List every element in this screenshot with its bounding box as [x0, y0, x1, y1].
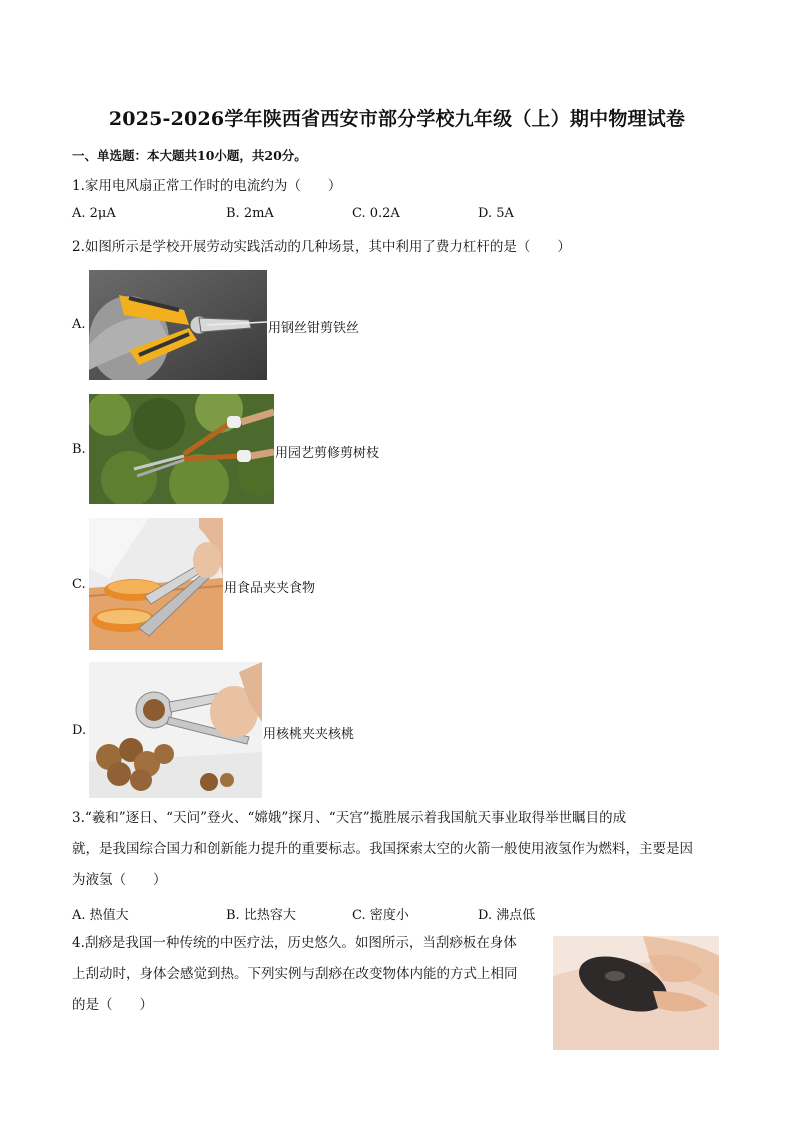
option-letter: D.	[72, 723, 87, 738]
exam-title: 2025-2026学年陕西省西安市部分学校九年级（上）期中物理试卷	[108, 108, 686, 130]
option-caption: 用食品夹夹食物	[224, 581, 316, 596]
question-1-options	[72, 206, 732, 226]
stem-line: 就，是我国综合国力和创新能力提升的重要标志。我国探索太空的火箭一般使用液氢作为燃料，主要是因	[72, 841, 693, 857]
question-2-stem: 2.如图所示是学校开展劳动实践活动的几种场景，其中利用了费力杠杆的是（ ）	[72, 239, 571, 255]
option-letter: B.	[72, 442, 86, 457]
option-d: D. 5A	[478, 206, 514, 221]
option-caption: 用核桃夹夹核桃	[263, 727, 355, 742]
question-3-options	[72, 904, 732, 924]
option-b: B. 2mA	[226, 206, 274, 221]
option-d: D. 沸点低	[478, 908, 536, 923]
question-2-option-c	[72, 518, 372, 650]
pliers-cutting-wire-photo	[89, 270, 267, 380]
garden-shears-trimming-photo	[89, 394, 274, 504]
option-letter: C.	[72, 577, 86, 592]
option-a: A. 热值大	[72, 908, 129, 923]
section-heading: 一、单选题：本大题共10小题，共20分。	[72, 148, 307, 163]
question-2-option-a	[72, 270, 392, 380]
question-1-stem: 1.家用电风扇正常工作时的电流约为（ ）	[72, 178, 342, 194]
question-4-stem	[72, 928, 518, 1021]
stem-line: 上刮动时，身体会感觉到热。下列实例与刮痧在改变物体内能的方式上相同	[72, 966, 518, 982]
walnut-cracker-photo	[89, 662, 262, 798]
stem-line: 的是（ ）	[72, 997, 153, 1013]
question-2-option-d	[72, 662, 392, 798]
stem-line: 4.刮痧是我国一种传统的中医疗法，历史悠久。如图所示，当刮痧板在身体	[72, 935, 517, 951]
option-a: A. 2μA	[72, 206, 116, 221]
question-2-option-b	[72, 394, 412, 504]
option-letter: A.	[72, 317, 86, 332]
option-caption: 用园艺剪修剪树枝	[275, 446, 380, 461]
food-tongs-bread-photo	[89, 518, 223, 650]
stem-line: 为液氢（ ）	[72, 872, 167, 888]
question-3-stem	[72, 803, 693, 896]
gua-sha-scraping-photo	[553, 936, 719, 1050]
option-c: C. 0.2A	[352, 206, 400, 221]
option-caption: 用钢丝钳剪铁丝	[268, 321, 360, 336]
option-c: C. 密度小	[352, 908, 409, 923]
stem-line: 3.“羲和”逐日、“天问”登火、“嫦娥”探月、“天宫”揽胜展示着我国航天事业取得举世瞩目的成	[72, 810, 627, 826]
option-b: B. 比热容大	[226, 908, 296, 923]
